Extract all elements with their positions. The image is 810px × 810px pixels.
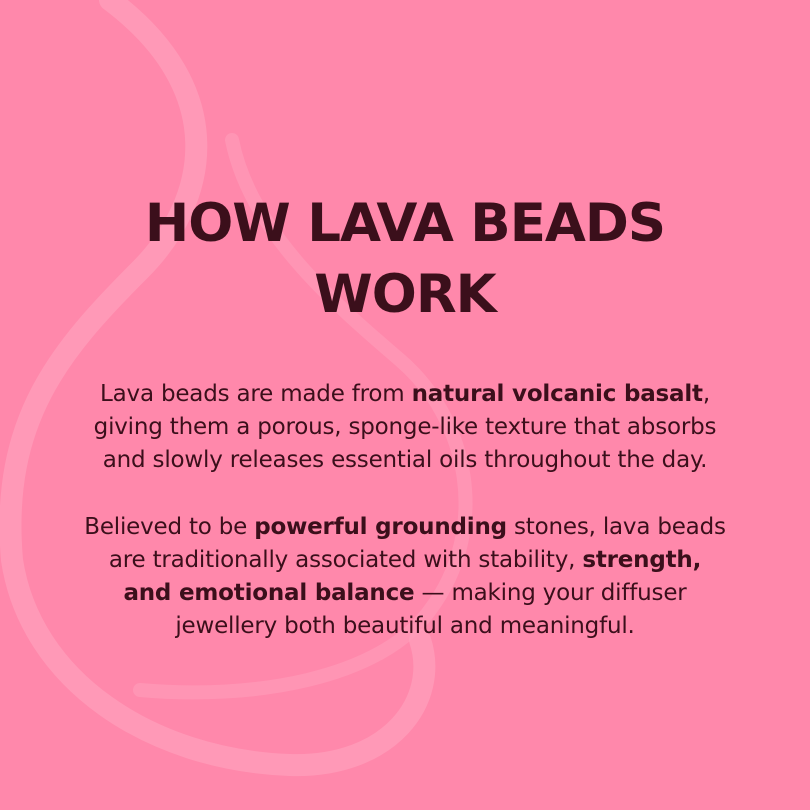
paragraph-1-text: Lava beads are made from	[100, 381, 412, 407]
intro-paragraph	[40, 378, 770, 477]
paragraph-2-line-3	[40, 577, 770, 610]
paragraph-1-text: ,	[702, 381, 710, 407]
benefits-paragraph	[40, 511, 770, 643]
paragraph-2-text: Believed to be	[84, 514, 255, 540]
paragraph-2-text: stones, lava beads	[506, 514, 726, 540]
paragraph-2-text: are traditionally associated with stability,	[108, 547, 583, 573]
paragraph-1-line-1	[40, 378, 770, 411]
paragraph-2-emphasis: powerful grounding	[254, 514, 507, 540]
paragraph-2-line-4: jewellery both beautiful and meaningful.	[175, 613, 635, 639]
paragraph-1-line-2: giving them a porous, sponge-like texture that absorbs	[93, 414, 717, 440]
paragraph-2-text: — making your diffuser	[414, 580, 687, 606]
page-title	[40, 188, 770, 330]
title-line-1: HOW LAVA BEADS	[144, 193, 666, 254]
title-line-2: WORK	[314, 264, 496, 325]
paragraph-2-line-1	[40, 511, 770, 544]
paragraph-2-emphasis: and emotional balance	[123, 580, 415, 606]
paragraph-1-line-3: and slowly releases essential oils throughout the day.	[102, 447, 708, 473]
paragraph-1-emphasis: natural volcanic basalt	[411, 381, 703, 407]
paragraph-2-emphasis: strength,	[582, 547, 702, 573]
paragraph-2-line-2	[40, 544, 770, 577]
